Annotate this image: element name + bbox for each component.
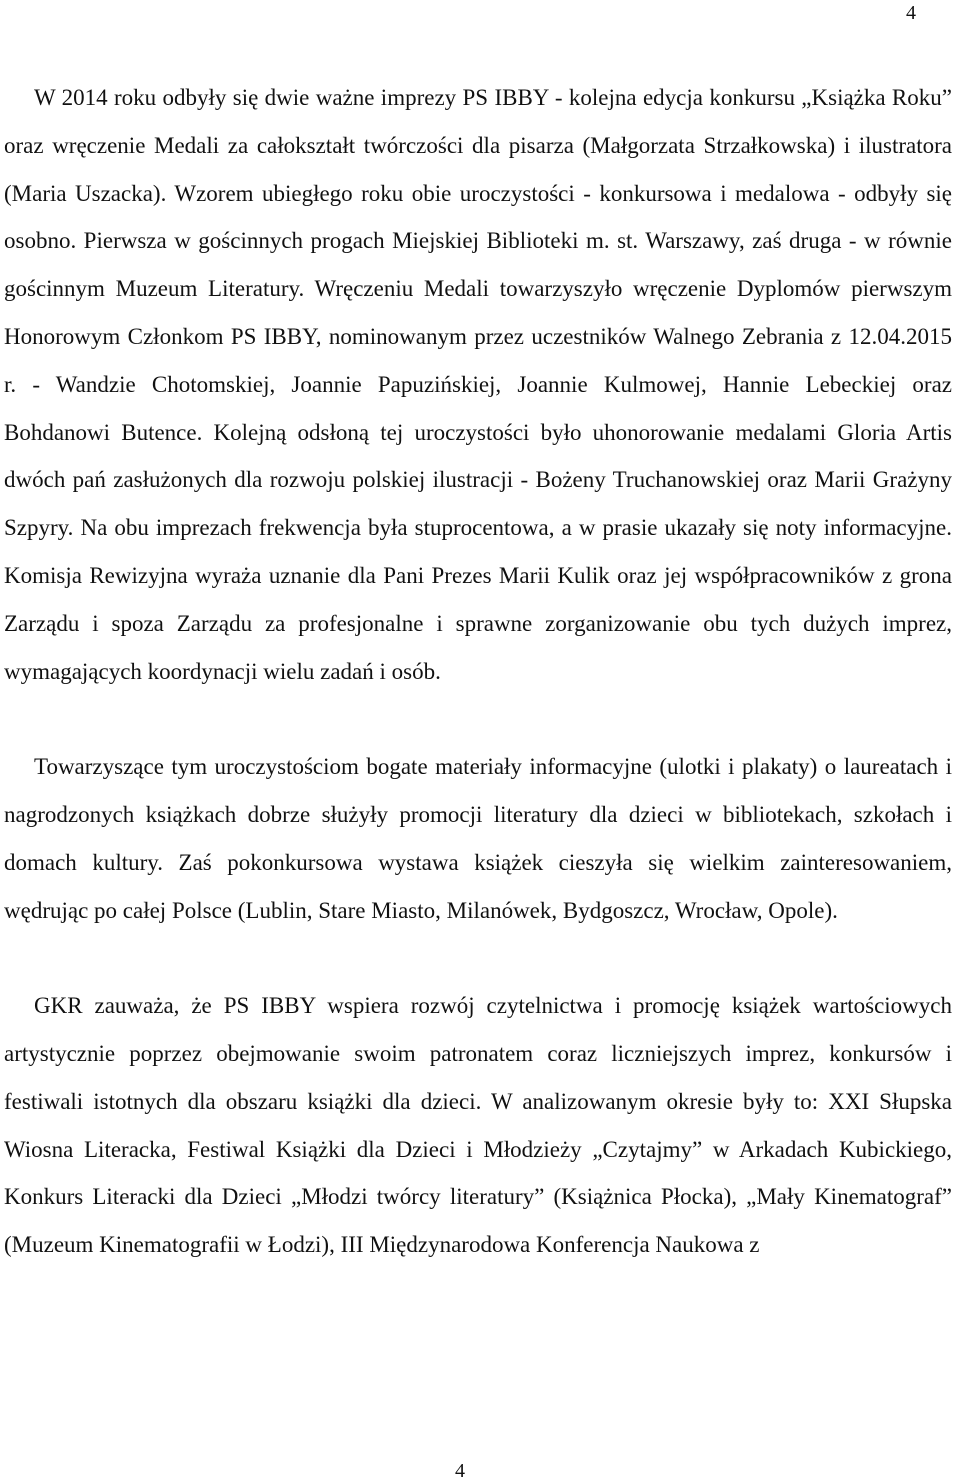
paragraph-gkr-patronage: GKR zauważa, że PS IBBY wspiera rozwój czytelnictwa i promocję książek wartościowych artystycznie poprzez obejmowanie swoim patronatem coraz liczniejszych imprez, konkursów i festiwali istotnych dla obszaru książki dla dzieci. W analizowanym okresie były to: XXI Słupska Wiosna Literacka, Festiwal Książki dla Dzieci i Młodzieży „Czytajmy” w Arkadach Kubickiego, Konkurs Literacki dla Dzieci „Młodzi twórcy literatury” (Książnica Płocka), „Mały Kinematograf” (Muzeum Kinematografii w Łodzi), III Międzynarodowa Konferencja Naukowa z (4, 993, 952, 1258)
document-body (4, 74, 952, 1269)
paragraph-promotion-materials: Towarzyszące tym uroczystościom bogate materiały informacyjne (ulotki i plakaty) o laureatach i nagrodzonych książkach dobrze służyły promocji literatury dla dzieci w bibliotekach, szkołach i domach kultury. Zaś pokonkursowa wystawa książek cieszyła się wielkim zainteresowaniem, wędrując po całej Polsce (Lublin, Stare Miasto, Milanówek, Bydgoszcz, Wrocław, Opole). (4, 754, 952, 923)
paragraph-events-2014: W 2014 roku odbyły się dwie ważne imprezy PS IBBY - kolejna edycja konkursu „Książka Roku” oraz wręczenie Medali za całokształt twórczości dla pisarza (Małgorzata Strzałkowska) i ilustratora (Maria Uszacka). Wzorem ubiegłego roku obie uroczystości - konkursowa i medalowa - odbyły się osobno. Pierwsza w gościnnych progach Miejskiej Biblioteki m. st. Warszawy, zaś druga - w równie gościnnym Muzeum Literatury. Wręczeniu Medali towarzyszyło wręczenie Dyplomów pierwszym Honorowym Członkom PS IBBY, nominowanym przez uczestników Walnego Zebrania z 12.04.2015 r. - Wandzie Chotomskiej, Joannie Papuzińskiej, Joannie Kulmowej, Hannie Lebeckiej oraz Bohdanowi Butence. Kolejną odsłoną tej uroczystości było uhonorowanie medalami Gloria Artis dwóch pań zasłużonych dla rozwoju polskiej ilustracji - Bożeny Truchanowskiej oraz Marii Grażyny Szpyry. Na obu imprezach frekwencja była stuprocentowa, a w prasie ukazały się noty informacyjne. Komisja Rewizyjna wyraża uznanie dla Pani Prezes Marii Kulik oraz jej współpracowników z grona Zarządu i spoza Zarządu za profesjonalne i sprawne zorganizowanie obu tych dużych imprez, wymagających koordynacji wielu zadań i osób. (4, 85, 952, 684)
page-number-top: 4 (906, 2, 916, 24)
page-number-bottom: 4 (455, 1460, 465, 1482)
